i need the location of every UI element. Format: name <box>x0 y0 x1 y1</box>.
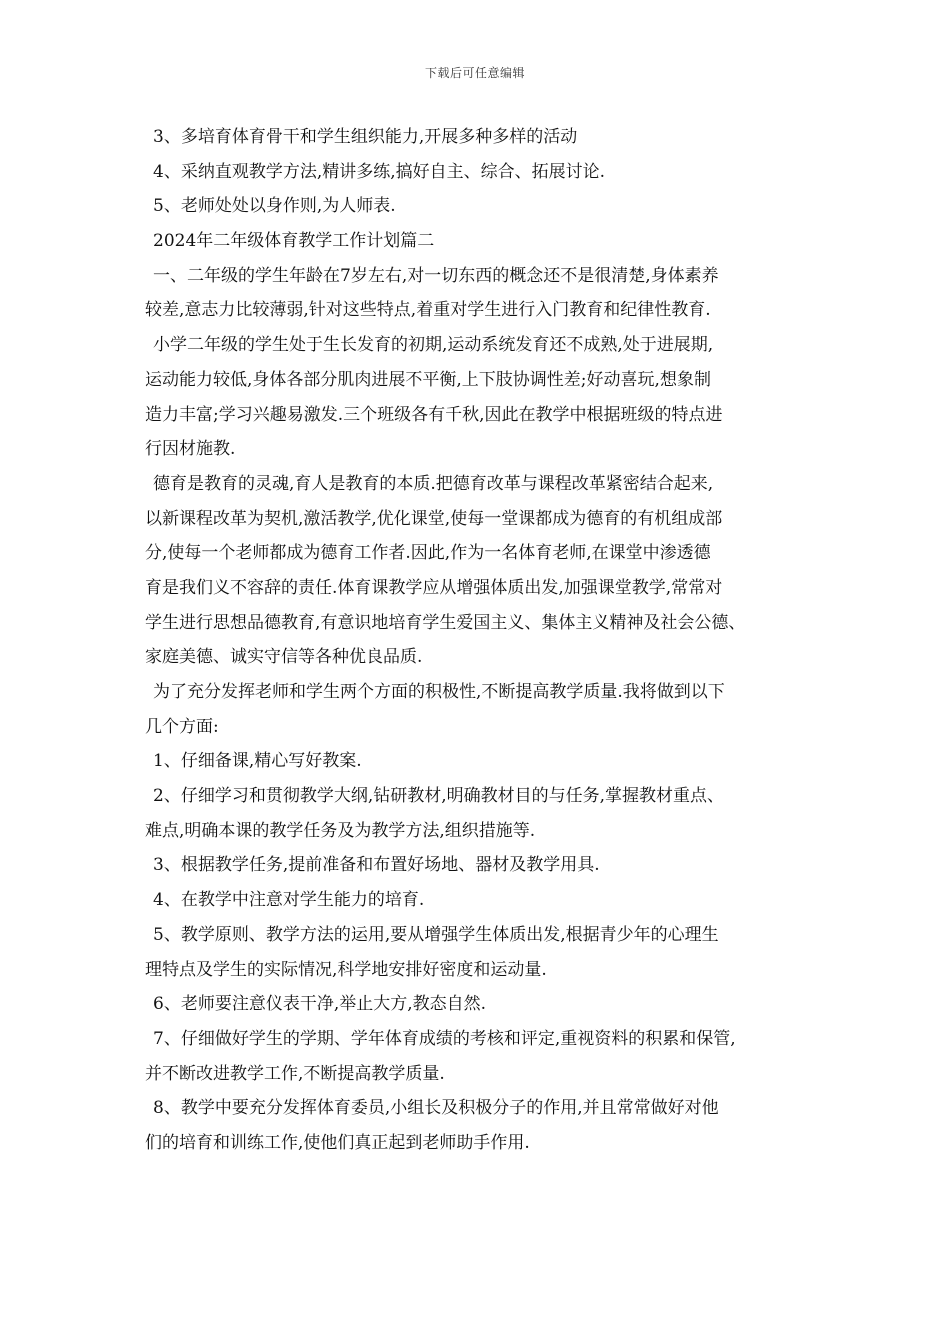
text-line: 3、多培育体育骨干和学生组织能力,开展多种多样的活动 <box>153 127 578 147</box>
text-line: 运动能力较低,身体各部分肌肉进展不平衡,上下肢协调性差;好动喜玩,想象制 <box>145 369 711 390</box>
text-line: 分,使每一个老师都成为德育工作者.因此,作为一名体育老师,在课堂中渗透德 <box>145 543 711 564</box>
text-line: 4、在教学中注意对学生能力的培育. <box>153 890 425 911</box>
page-header: 下载后可任意编辑 <box>424 66 525 80</box>
document-body <box>145 120 825 1161</box>
text-line: 较差,意志力比较薄弱,针对这些特点,着重对学生进行入门教育和纪律性教育. <box>145 300 711 321</box>
text-line: 3、根据教学任务,提前准备和布置好场地、器材及教学用具. <box>153 855 600 876</box>
text-line: 为了充分发挥老师和学生两个方面的积极性,不断提高教学质量.我将做到以下 <box>153 682 725 702</box>
text-line: 6、老师要注意仪表干净,举止大方,教态自然. <box>153 994 487 1015</box>
text-line: 理特点及学生的实际情况,科学地安排好密度和运动量. <box>145 959 547 980</box>
text-line: 8、教学中要充分发挥体育委员,小组长及积极分子的作用,并且常常做好对他 <box>153 1098 719 1119</box>
text-line: 小学二年级的学生处于生长发育的初期,运动系统发育还不成熟,处于进展期, <box>153 335 714 356</box>
text-line: 行因材施教. <box>145 439 236 460</box>
text-line: 以新课程改革为契机,激活教学,优化课堂,使每一堂课都成为德育的有机组成部 <box>145 508 723 529</box>
text-line: 5、老师处处以身作则,为人师表. <box>153 196 396 217</box>
text-line: 造力丰富;学习兴趣易激发.三个班级各有千秋,因此在教学中根据班级的特点进 <box>145 404 723 425</box>
text-line: 2024年二年级体育教学工作计划篇二 <box>153 231 435 252</box>
text-line: 德育是教育的灵魂,育人是教育的本质.把德育改革与课程改革紧密结合起来, <box>153 473 714 494</box>
text-line: 育是我们义不容辞的责任.体育课教学应从增强体质出发,加强课堂教学,常常对 <box>145 577 723 598</box>
text-line: 家庭美德、诚实守信等各种优良品质. <box>145 647 423 668</box>
text-line: 几个方面: <box>145 716 219 737</box>
text-line: 4、采纳直观教学方法,精讲多练,搞好自主、综合、拓展讨论. <box>153 161 606 182</box>
text-line: 2、仔细学习和贯彻教学大纲,钻研教材,明确教材目的与任务,掌握教材重点、 <box>153 786 725 807</box>
text-line: 学生进行思想品德教育,有意识地培育学生爱国主义、集体主义精神及社会公德、 <box>145 612 746 633</box>
text-line: 一、二年级的学生年龄在7岁左右,对一切东西的概念还不是很清楚,身体素养 <box>153 265 719 286</box>
text-line: 1、仔细备课,精心写好教案. <box>153 751 362 772</box>
text-line: 5、教学原则、教学方法的运用,要从增强学生体质出发,根据青少年的心理生 <box>153 924 719 945</box>
text-line: 难点,明确本课的教学任务及为教学方法,组织措施等. <box>145 820 536 841</box>
text-line: 7、仔细做好学生的学期、学年体育成绩的考核和评定,重视资料的积累和保管, <box>153 1028 736 1049</box>
text-line: 并不断改进教学工作,不断提高教学质量. <box>145 1063 445 1084</box>
text-line: 们的培育和训练工作,使他们真正起到老师助手作用. <box>145 1132 530 1153</box>
